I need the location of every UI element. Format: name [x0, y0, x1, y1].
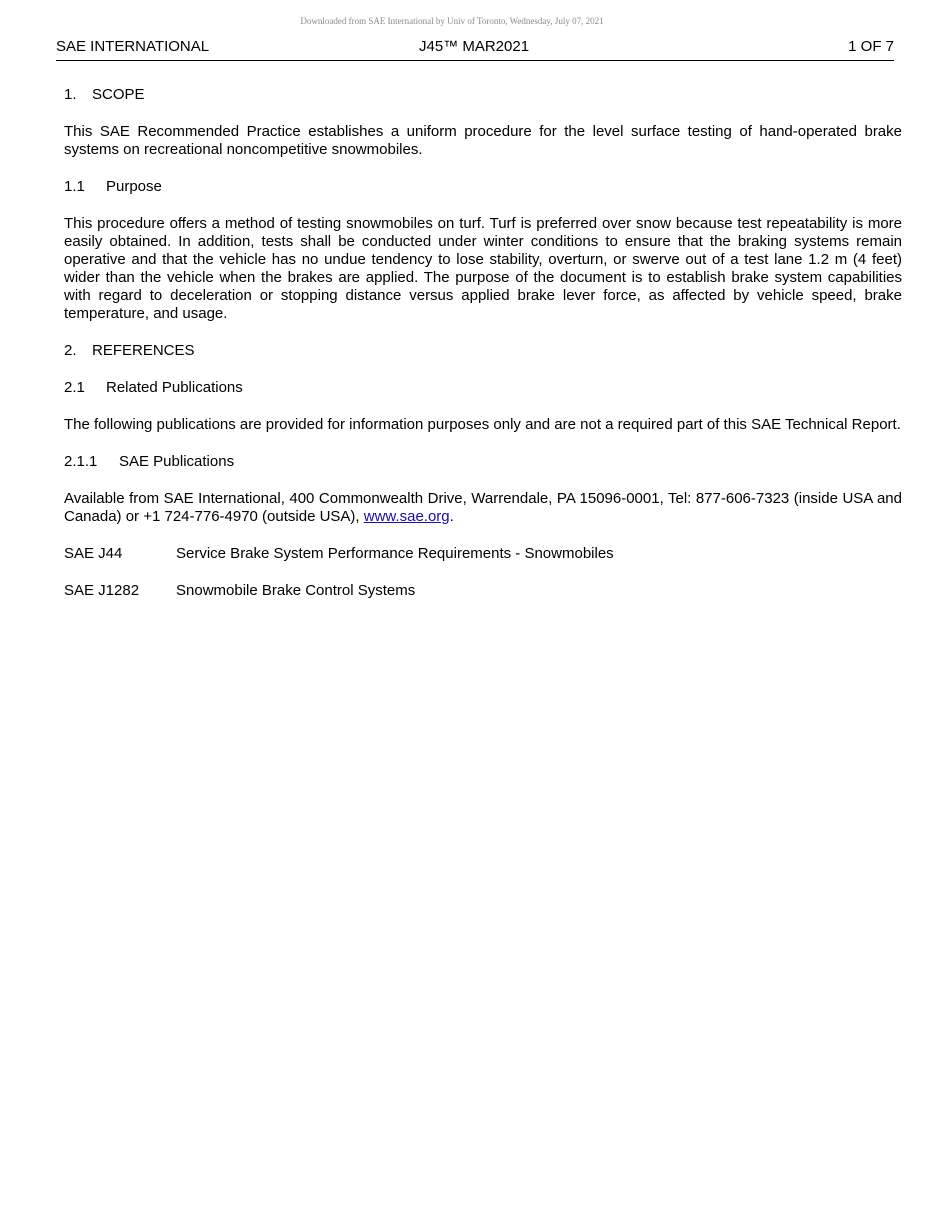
section-scope-heading	[64, 86, 902, 104]
section-title: SAE Publications	[119, 453, 235, 470]
availability-text-end: .	[449, 508, 454, 525]
reference-item	[64, 545, 902, 563]
header-org: SAE INTERNATIONAL	[56, 38, 210, 55]
related-paragraph: The following publications are provided for information purposes only and are not a required part of this SAE Technical Report.	[64, 416, 901, 433]
section-title: SCOPE	[92, 86, 145, 103]
section-title: REFERENCES	[92, 342, 195, 359]
availability-text: Available from SAE International, 400 Commonwealth Drive, Warrendale, PA 15096-0001, Tel: 877-606-7323 (inside USA and Canada) or +1 724-776-4970 (outside USA),	[64, 490, 902, 525]
reference-item	[64, 582, 902, 600]
section-references-heading	[64, 342, 902, 360]
section-title: Purpose	[106, 178, 162, 195]
section-sae-publications-heading	[64, 453, 902, 471]
purpose-paragraph: This procedure offers a method of testing snowmobiles on turf. Turf is preferred over snow because test repeatability is more easily obtained. In addition, tests shall be conducted under winter conditions to ensure that the braking systems remain operative and that the vehicle has no undue tendency to lose stability, overturn, or swerve out of a test lane 1.2 m (4 feet) wider than the vehicle when the brakes are applied. The purpose of the document is to establish brake system capabilities with regard to deceleration or stopping distance versus applied brake lever force, as affected by vehicle speed, brake temperature, and usage.	[64, 215, 902, 322]
scope-paragraph: This SAE Recommended Practice establishes a uniform procedure for the level surface testing of hand-operated brake systems on recreational noncompetitive snowmobiles.	[64, 123, 902, 158]
sae-publications-paragraph	[64, 490, 902, 526]
sae-website-link[interactable]: www.sae.org	[363, 508, 450, 525]
reference-code: SAE J44	[64, 545, 123, 562]
header-doc-id: J45™ MAR2021	[419, 38, 530, 55]
section-number: 2.1.1	[64, 453, 98, 470]
section-number: 2.	[64, 342, 77, 359]
section-purpose-heading	[64, 178, 902, 196]
reference-title: Snowmobile Brake Control Systems	[176, 582, 416, 599]
header-page-number: 1 OF 7	[848, 38, 894, 55]
document-body	[64, 86, 902, 619]
section-number: 2.1	[64, 379, 85, 396]
reference-code: SAE J1282	[64, 582, 140, 599]
page-header	[56, 38, 894, 61]
download-watermark: Downloaded from SAE International by Univ of Toronto, Wednesday, July 07, 2021	[300, 16, 604, 26]
reference-title: Service Brake System Performance Requirements - Snowmobiles	[176, 545, 614, 562]
section-related-heading	[64, 379, 902, 397]
section-number: 1.	[64, 86, 77, 103]
section-title: Related Publications	[106, 379, 243, 396]
section-number: 1.1	[64, 178, 85, 195]
